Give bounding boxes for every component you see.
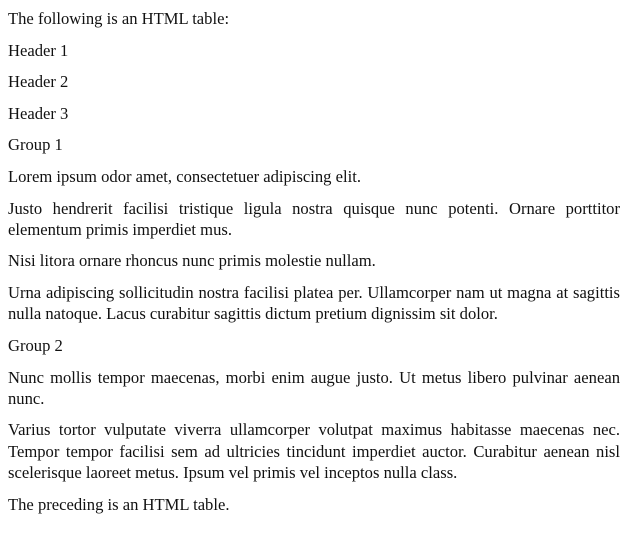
cell-text: Nisi litora ornare rhoncus nunc primis molestie nullam. <box>8 251 376 271</box>
cell-text: Justo hendrerit facilisi tristique ligula nostra quisque nunc potenti. Ornare porttitor elementum primis imperdiet mus. <box>8 198 620 239</box>
group-1-label: Group 1 <box>8 135 63 155</box>
cell-text: Lorem ipsum odor amet, consectetuer adipiscing elit. <box>8 166 361 186</box>
header-3: Header 3 <box>8 103 69 123</box>
header-2: Header 2 <box>8 72 69 92</box>
cell-text: Varius tortor vulputate viverra ullamcorper volutpat maximus habitasse maecenas nec. Tempor tempor facilisi sem ad ultricies tincidunt imperdiet auctor. Curabitur aenean nisl scelerisque laoreet metus. Ipsum vel primis vel inceptos nulla class. <box>8 420 620 483</box>
cell-text: Urna adipiscing sollicitudin nostra facilisi platea per. Ullamcorper nam ut magna at sagittis nulla natoque. Lacus curabitur sagittis dictum pretium dignissim sit dolor. <box>8 283 620 324</box>
cell-text: Nunc mollis tempor maecenas, morbi enim augue justo. Ut metus libero pulvinar aenean nunc. <box>8 367 620 408</box>
intro-text: The following is an HTML table: <box>8 9 230 28</box>
header-1: Header 1 <box>8 40 69 60</box>
group-2-label: Group 2 <box>8 335 63 355</box>
outro-text: The preceding is an HTML table. <box>8 494 230 514</box>
